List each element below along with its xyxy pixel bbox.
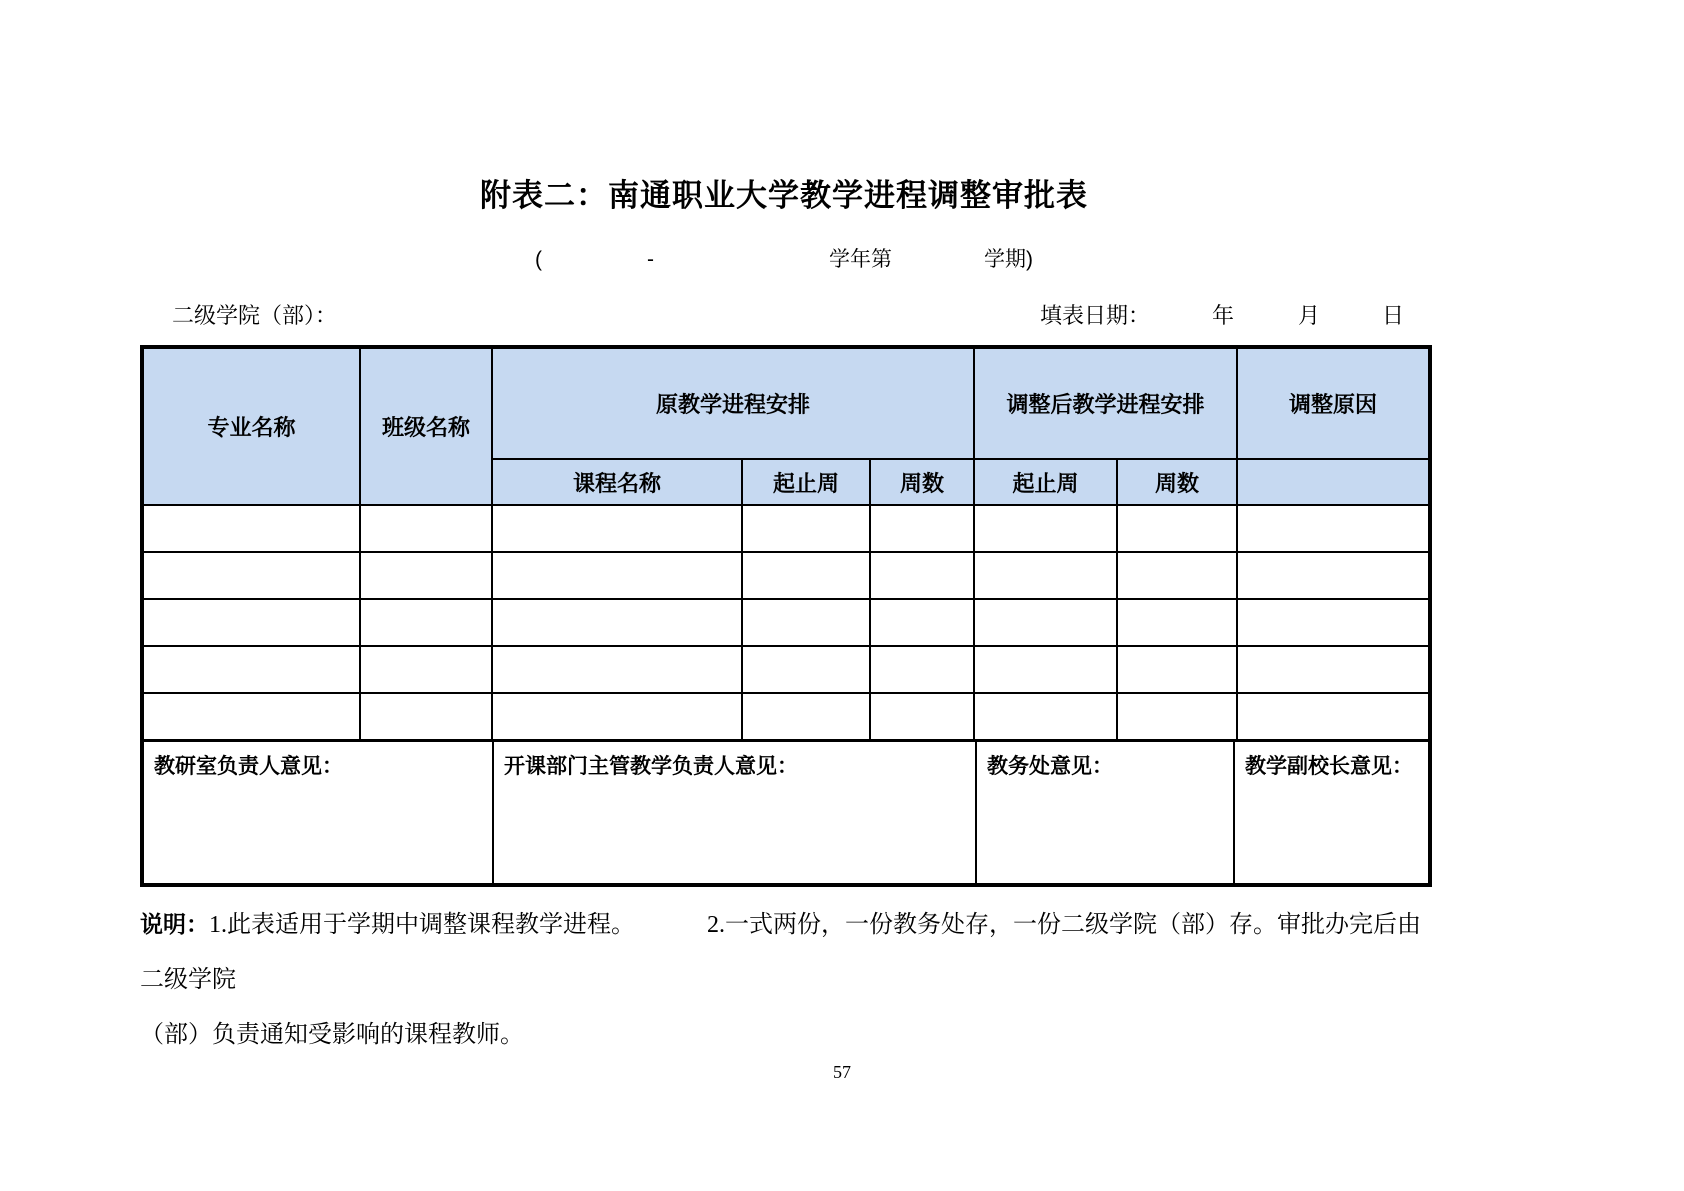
header-week-count: 周数: [870, 459, 974, 505]
year-label: 年: [1211, 303, 1234, 328]
course-department-head-opinion-label: 开课部门主管教学负责人意见：: [504, 755, 798, 778]
empty-cell: [974, 599, 1117, 646]
header-reason-empty-cell: [1237, 459, 1430, 505]
table-body: [142, 505, 1430, 741]
empty-cell: [492, 646, 742, 693]
opinion-cells: [144, 742, 1428, 883]
notes-label: 说明：: [140, 911, 209, 937]
semester-subtitle: [140, 243, 1428, 273]
header-week-count-adjusted: 周数: [1117, 459, 1237, 505]
empty-cell: [870, 646, 974, 693]
header-class-name: 班级名称: [360, 347, 492, 505]
empty-cell: [870, 552, 974, 599]
empty-cell: [360, 693, 492, 741]
empty-cell: [360, 646, 492, 693]
empty-cell: [742, 505, 870, 552]
vice-president-opinion-label: 教学副校长意见：: [1245, 755, 1413, 778]
empty-cell: [142, 646, 360, 693]
vice-president-opinion-cell: [1233, 742, 1428, 883]
empty-cell: [870, 599, 974, 646]
subtitle-dash: -: [647, 248, 654, 271]
form-meta-row: [140, 299, 1428, 330]
empty-cell: [974, 693, 1117, 741]
empty-cell: [142, 693, 360, 741]
approval-table: [140, 345, 1432, 887]
empty-cell: [974, 505, 1117, 552]
academic-affairs-office-opinion-label: 教务处意见：: [987, 755, 1113, 778]
empty-cell: [1117, 599, 1237, 646]
notes-line-1: [140, 897, 1428, 1008]
empty-cell: [870, 693, 974, 741]
academic-affairs-office-opinion-cell: [975, 742, 1233, 883]
fill-date-group: [1040, 299, 1428, 330]
page-title: 附表二：南通职业大学教学进程调整审批表: [480, 178, 1088, 213]
empty-cell: [742, 693, 870, 741]
header-course-name: 课程名称: [492, 459, 742, 505]
teaching-research-office-opinion-cell: [144, 742, 492, 883]
empty-cell: [142, 505, 360, 552]
course-department-head-opinion-cell: [492, 742, 975, 883]
empty-cell: [142, 599, 360, 646]
table-row: [142, 505, 1430, 552]
empty-cell: [1237, 646, 1430, 693]
empty-cell: [492, 552, 742, 599]
empty-cell: [870, 505, 974, 552]
subtitle-open-paren: (: [535, 248, 542, 271]
empty-cell: [360, 599, 492, 646]
empty-cell: [974, 646, 1117, 693]
empty-cell: [1117, 693, 1237, 741]
subtitle-term-label: 学期): [984, 248, 1033, 271]
empty-cell: [142, 552, 360, 599]
subtitle-academic-year-label: 学年第: [829, 248, 892, 271]
table-row: [142, 552, 1430, 599]
empty-cell: [360, 505, 492, 552]
empty-cell: [742, 599, 870, 646]
fill-date-label: 填表日期：: [1039, 303, 1150, 328]
table-row: [142, 646, 1430, 693]
empty-cell: [1237, 505, 1430, 552]
empty-cell: [1237, 552, 1430, 599]
empty-cell: [492, 599, 742, 646]
empty-cell: [742, 552, 870, 599]
empty-cell: [1117, 552, 1237, 599]
day-label: 日: [1381, 303, 1404, 328]
notes-line-2: （部）负责通知受影响的课程教师。: [140, 1022, 524, 1048]
empty-cell: [360, 552, 492, 599]
header-start-end-week: 起止周: [742, 459, 870, 505]
notes-item-1: 1.此表适用于学期中调整课程教学进程。: [209, 912, 635, 938]
header-adjust-reason: 调整原因: [1237, 347, 1430, 459]
empty-cell: [492, 693, 742, 741]
empty-cell: [1237, 599, 1430, 646]
empty-cell: [1117, 646, 1237, 693]
empty-cell: [492, 505, 742, 552]
empty-cell: [1117, 505, 1237, 552]
table-row: [142, 693, 1430, 741]
form-notes: [140, 897, 1428, 1063]
teaching-research-office-opinion-label: 教研室负责人意见：: [154, 755, 343, 778]
empty-cell: [974, 552, 1117, 599]
table-row: [142, 599, 1430, 646]
college-label: 二级学院（部）：: [172, 303, 338, 328]
header-start-end-week-adjusted: 起止周: [974, 459, 1117, 505]
document-page: [140, 0, 1428, 1063]
empty-cell: [742, 646, 870, 693]
notes-item-2: 2.一式两份，一份教务处存，一份二级学院（部）存。审批办完后由二级学院: [140, 912, 1421, 993]
month-label: 月: [1297, 303, 1320, 328]
header-original-schedule: 原教学进程安排: [492, 347, 974, 459]
opinion-row: [142, 741, 1430, 886]
empty-cell: [1237, 693, 1430, 741]
page-number: 57: [833, 1062, 851, 1082]
header-adjusted-schedule: 调整后教学进程安排: [974, 347, 1237, 459]
header-major-name: 专业名称: [142, 347, 360, 505]
